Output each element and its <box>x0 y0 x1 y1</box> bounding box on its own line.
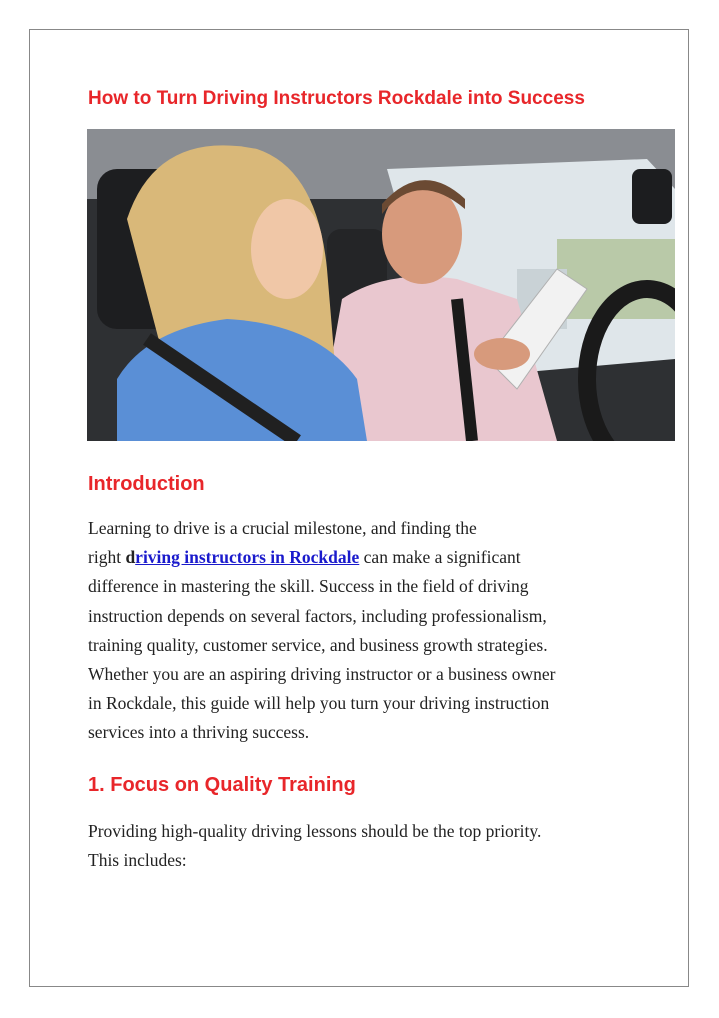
paragraph-line-with-link <box>88 543 648 572</box>
paragraph-line: instruction depends on several factors, including professionalism, <box>88 605 547 626</box>
paragraph-line: services into a thriving success. <box>88 722 310 743</box>
paragraph-line: Learning to drive is a crucial milestone, and finding the <box>88 518 477 538</box>
paragraph-line: Providing high-quality driving lessons should be the top priority. <box>88 821 542 841</box>
paragraph-line: Whether you are an aspiring driving instructor or a business owner <box>88 664 556 685</box>
paragraph-line: This includes: <box>88 850 187 871</box>
section-heading-introduction: Introduction <box>88 473 205 495</box>
page-title: How to Turn Driving Instructors Rockdale into Success <box>88 88 585 109</box>
introduction-paragraph <box>88 514 648 748</box>
paragraph-line: training quality, customer service, and business growth strategies. <box>88 634 548 655</box>
quality-training-paragraph <box>88 817 648 875</box>
hero-photo <box>87 129 675 441</box>
line-prefix: right <box>88 547 126 568</box>
driving-instructors-rockdale-link[interactable]: riving instructors in Rockdale <box>135 547 360 568</box>
section-heading-quality-training: 1. Focus on Quality Training <box>88 774 356 796</box>
paragraph-line: difference in mastering the skill. Success in the field of driving <box>88 576 529 597</box>
line-suffix: can make a significant <box>359 547 521 568</box>
link-lead-char: d <box>125 547 136 568</box>
car-interior-illustration <box>87 129 675 441</box>
paragraph-line: in Rockdale, this guide will help you turn your driving instruction <box>88 693 550 714</box>
